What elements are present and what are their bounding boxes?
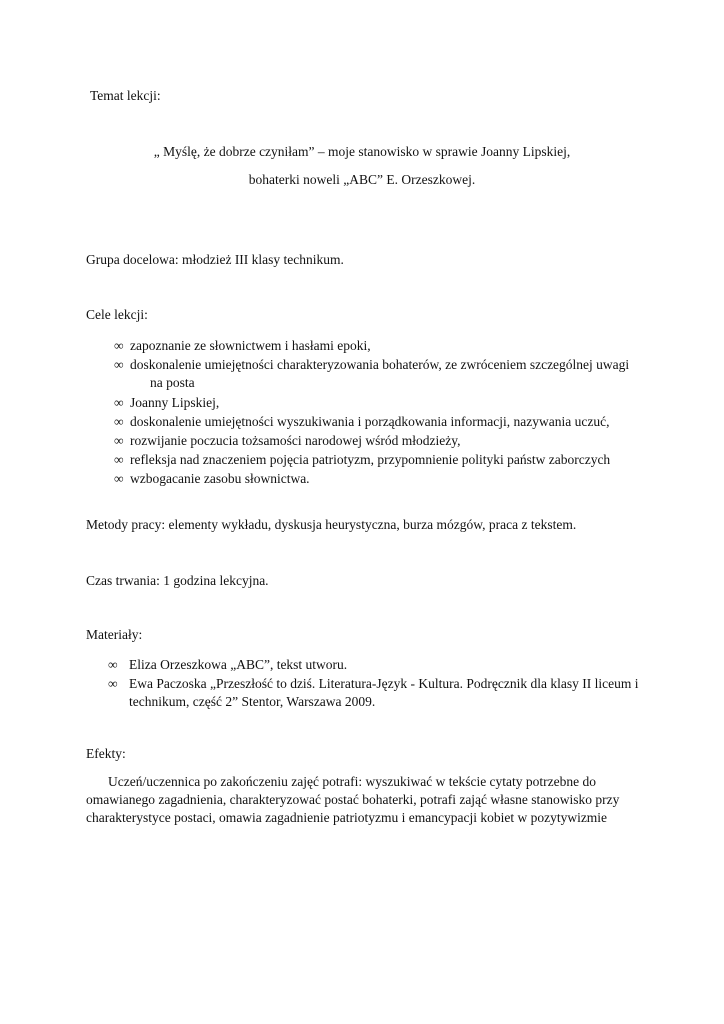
goal-text: doskonalenie umiejętności wyszukiwania i porządkowania informacji, nazywania uczuć,	[130, 414, 610, 429]
goal-text: zapoznanie ze słownictwem i hasłami epoki,	[130, 338, 371, 353]
infinity-bullet-icon: ∞	[114, 357, 124, 372]
goal-text-continuation: na posta	[150, 375, 195, 390]
effects-label: Efekty:	[86, 746, 126, 761]
infinity-bullet-icon: ∞	[108, 657, 118, 672]
effects-line-3: charakterystyce postaci, omawia zagadnienie patriotyzmu i emancypacji kobiet w pozytywizmie	[86, 810, 608, 825]
infinity-bullet-icon: ∞	[114, 395, 124, 410]
infinity-bullet-icon: ∞	[114, 414, 124, 429]
infinity-bullet-icon: ∞	[114, 471, 124, 486]
materials-label: Materiały:	[86, 627, 143, 642]
effects-line-1: Uczeń/uczennica po zakończeniu zajęć potrafi: wyszukiwać w tekście cytaty potrzebne do	[108, 774, 597, 789]
goal-text: rozwijanie poczucia tożsamości narodowej wśród młodzieży,	[130, 433, 461, 448]
lesson-duration: Czas trwania: 1 godzina lekcyjna.	[86, 573, 269, 588]
material-text-continuation: technikum, część 2” Stentor, Warszawa 2009.	[129, 694, 376, 709]
infinity-bullet-icon: ∞	[114, 338, 124, 353]
goal-text: wzbogacanie zasobu słownictwa.	[130, 471, 310, 486]
goals-label: Cele lekcji:	[86, 307, 148, 322]
material-text: Eliza Orzeszkowa „ABC”, tekst utworu.	[129, 657, 348, 672]
infinity-bullet-icon: ∞	[108, 676, 118, 691]
work-methods: Metody pracy: elementy wykładu, dyskusja heurystyczna, burza mózgów, praca z tekstem.	[86, 517, 577, 532]
lesson-title-line-1: „ Myślę, że dobrze czyniłam” – moje stanowisko w sprawie Joanny Lipskiej,	[153, 144, 571, 159]
infinity-bullet-icon: ∞	[114, 452, 124, 467]
goal-text: doskonalenie umiejętności charakteryzowania bohaterów, ze zwróceniem szczególnej uwagi	[130, 357, 630, 372]
topic-label: Temat lekcji:	[90, 88, 161, 103]
lesson-title-line-2: bohaterki noweli „ABC” E. Orzeszkowej.	[248, 172, 476, 187]
target-group: Grupa docelowa: młodzież III klasy technikum.	[86, 252, 344, 267]
goal-text: Joanny Lipskiej,	[130, 395, 220, 410]
infinity-bullet-icon: ∞	[114, 433, 124, 448]
material-text: Ewa Paczoska „Przeszłość to dziś. Literatura-Język - Kultura. Podręcznik dla klasy II liceum i	[129, 676, 639, 691]
effects-line-2: omawianego zagadnienia, charakteryzować postać bohaterki, potrafi zająć własne stanowisko przy	[86, 792, 620, 807]
goal-text: refleksja nad znaczeniem pojęcia patriotyzm, przypomnienie polityki państw zaborczych	[130, 452, 611, 467]
